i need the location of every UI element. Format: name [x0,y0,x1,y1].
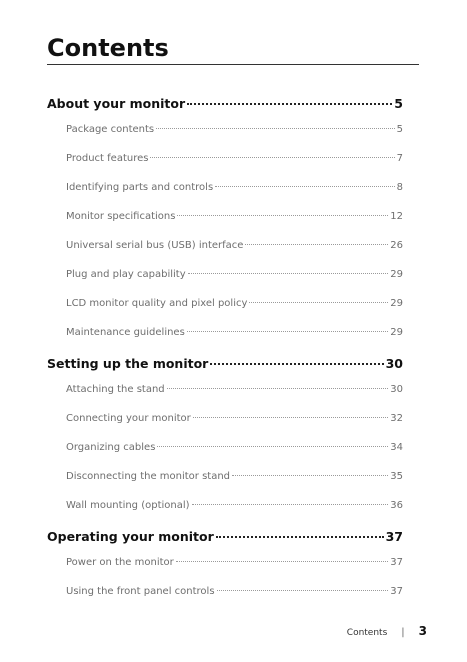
toc-entry-label: Connecting your monitor [66,413,191,424]
toc-entry[interactable] [47,182,403,211]
toc-entry[interactable] [47,471,403,500]
toc-section-label: Operating your monitor [47,529,214,544]
dot-leader [187,103,392,105]
toc-entry[interactable] [47,413,403,442]
toc-entry-label: Maintenance guidelines [66,327,185,338]
toc-section-setting-up-the-monitor[interactable] [47,356,403,380]
toc-entry[interactable] [47,586,403,615]
toc-entry-label: Power on the monitor [66,557,174,568]
toc-entry-page: 29 [390,327,403,338]
toc-entry[interactable] [47,500,403,529]
table-of-contents [47,96,403,615]
toc-entry[interactable] [47,327,403,356]
toc-entry-label: Identifying parts and controls [66,182,214,193]
dot-leader [156,128,395,129]
toc-entry-label: Universal serial bus (USB) interface [66,240,244,251]
toc-entry-label: Monitor specifications [66,211,176,222]
toc-entry[interactable] [47,298,403,327]
toc-section-about-your-monitor[interactable] [47,96,403,120]
toc-entry-label: Disconnecting the monitor stand [66,471,231,482]
toc-entry[interactable] [47,211,403,240]
toc-entry-label: Plug and play capability [66,269,186,280]
toc-entry-page: 29 [390,298,403,309]
toc-entry-label: Package contents [66,124,155,135]
toc-entry-label: Attaching the stand [66,384,165,395]
toc-section-page: 5 [394,96,403,111]
dot-leader [188,273,389,274]
dot-leader [245,244,388,245]
toc-section-operating-your-monitor[interactable] [47,529,403,553]
toc-entry-page: 34 [390,442,403,453]
dot-leader [210,363,383,365]
footer-separator: | [401,627,405,638]
toc-entry-page: 29 [390,269,403,280]
toc-entry-page: 5 [396,124,403,135]
dot-leader [232,475,388,476]
toc-entry-page: 30 [390,384,403,395]
toc-entry[interactable] [47,557,403,586]
dot-leader [150,157,394,158]
dot-leader [187,331,388,332]
toc-entry[interactable] [47,384,403,413]
dot-leader [215,186,394,187]
toc-entry[interactable] [47,240,403,269]
dot-leader [193,417,388,418]
toc-entry-page: 37 [390,586,403,597]
toc-entry[interactable] [47,269,403,298]
dot-leader [249,302,388,303]
toc-section-page: 30 [385,356,403,371]
toc-section-label: About your monitor [47,96,186,111]
toc-entry-label: LCD monitor quality and pixel policy [66,298,248,309]
toc-entry-page: 26 [390,240,403,251]
toc-entry-page: 32 [390,413,403,424]
dot-leader [167,388,389,389]
toc-entry-page: 8 [396,182,403,193]
toc-section-label: Setting up the monitor [47,356,209,371]
toc-entry-label: Wall mounting (optional) [66,500,190,511]
toc-entry-page: 36 [390,500,403,511]
toc-entry[interactable] [47,442,403,471]
toc-entry[interactable] [47,153,403,182]
toc-entry-label: Using the front panel controls [66,586,215,597]
page-number: 3 [418,624,427,638]
toc-entry-page: 12 [390,211,403,222]
footer-label: Contents [346,628,388,638]
page-title: Contents [47,34,169,62]
dot-leader [176,561,389,562]
toc-entry-page: 37 [390,557,403,568]
page-footer [0,624,427,638]
toc-entry-page: 35 [390,471,403,482]
toc-entry-page: 7 [396,153,403,164]
dot-leader [216,536,384,538]
title-rule [47,64,419,65]
dot-leader [177,215,388,216]
toc-entry-label: Product features [66,153,149,164]
toc-entry[interactable] [47,124,403,153]
toc-section-page: 37 [385,529,403,544]
dot-leader [192,504,389,505]
dot-leader [157,446,388,447]
dot-leader [217,590,389,591]
toc-entry-label: Organizing cables [66,442,156,453]
